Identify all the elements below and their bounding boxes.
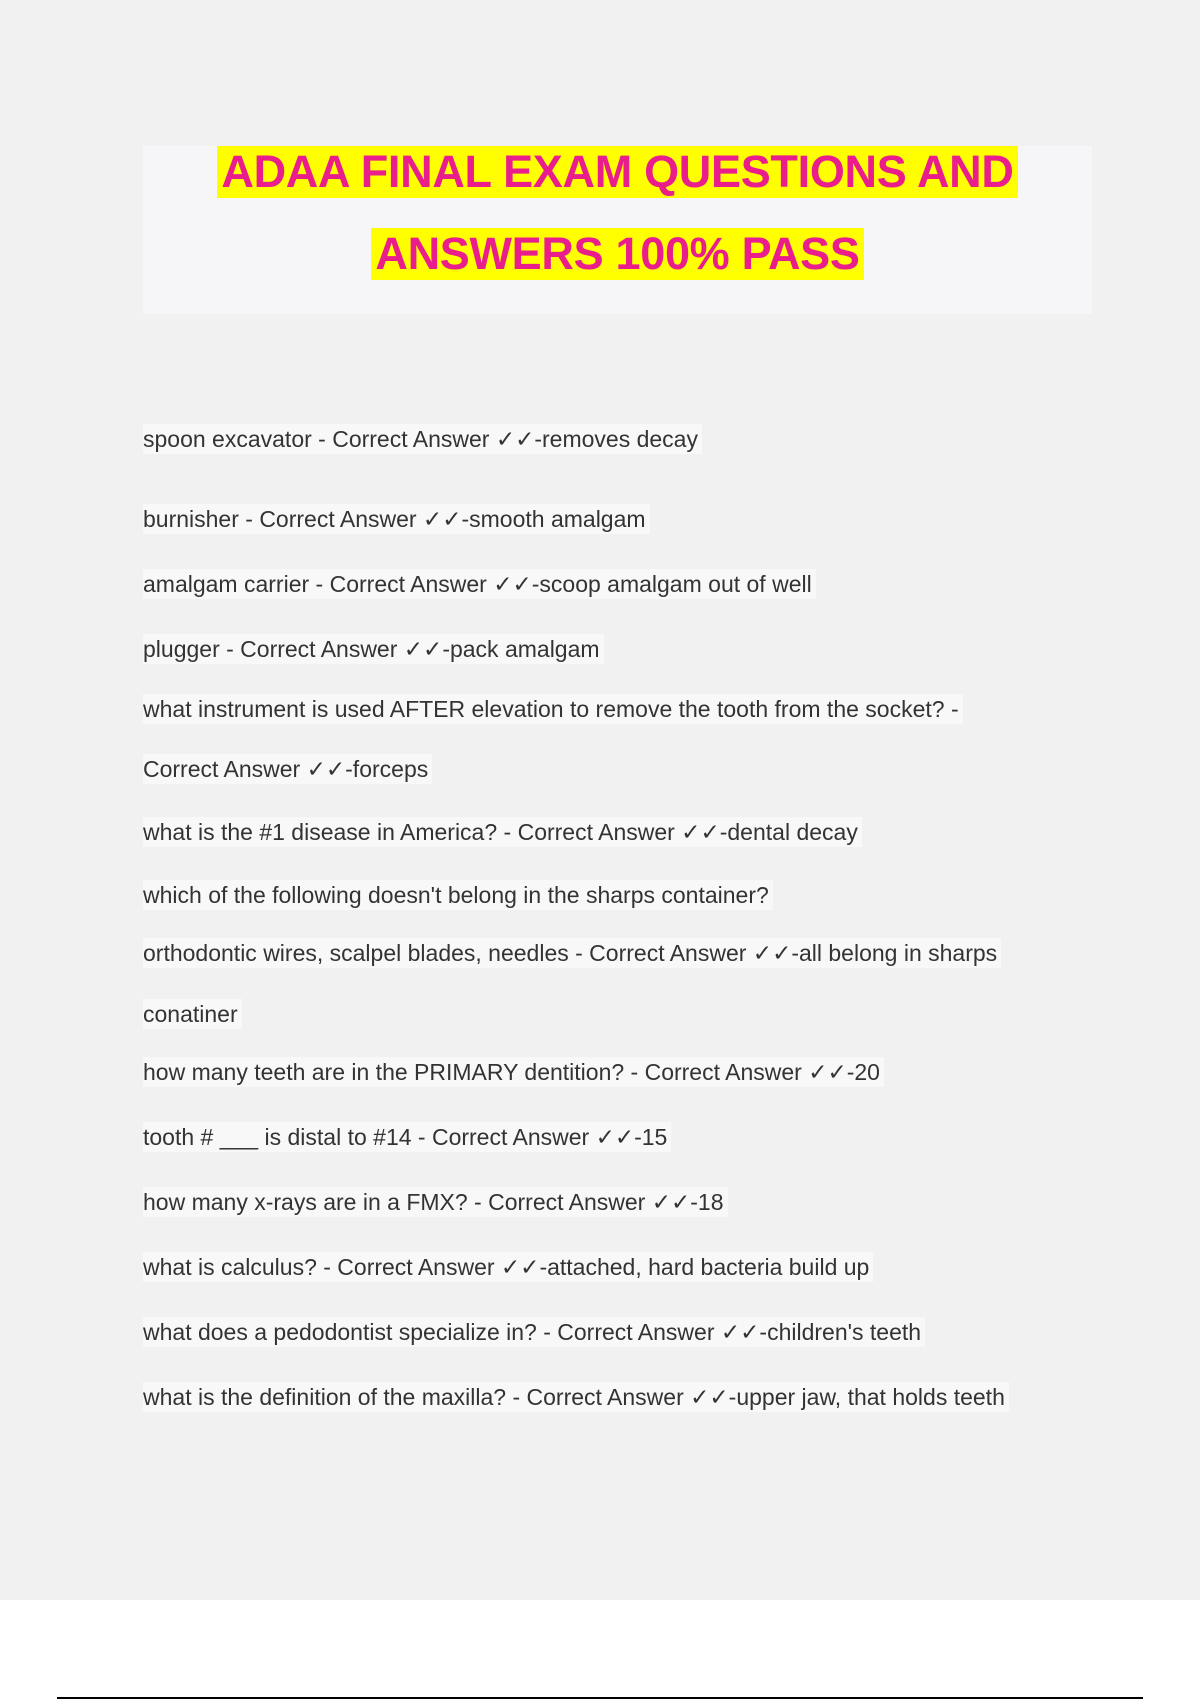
- qa-line: plugger - Correct Answer ✓✓-pack amalgam: [143, 634, 604, 664]
- qa-line: spoon excavator - Correct Answer ✓✓-removes decay: [143, 424, 702, 454]
- qa-line: which of the following doesn't belong in the sharps container?: [143, 880, 773, 910]
- qa-line: how many teeth are in the PRIMARY dentition? - Correct Answer ✓✓-20: [143, 1057, 884, 1087]
- qa-line: tooth # ___ is distal to #14 - Correct Answer ✓✓-15: [143, 1122, 671, 1152]
- document-title-line-1: ADAA FINAL EXAM QUESTIONS AND: [217, 146, 1017, 198]
- title-block: [143, 146, 1092, 314]
- qa-line: what is calculus? - Correct Answer ✓✓-attached, hard bacteria build up: [143, 1252, 873, 1282]
- qa-line: what instrument is used AFTER elevation to remove the tooth from the socket? -: [143, 694, 963, 724]
- footer-divider: [57, 1697, 1143, 1699]
- document-title-line-2: ANSWERS 100% PASS: [371, 228, 863, 280]
- qa-line: burnisher - Correct Answer ✓✓-smooth amalgam: [143, 504, 650, 534]
- qa-line: orthodontic wires, scalpel blades, needles - Correct Answer ✓✓-all belong in sharps: [143, 938, 1001, 968]
- qa-line: what does a pedodontist specialize in? - Correct Answer ✓✓-children's teeth: [143, 1317, 925, 1347]
- qa-line: how many x-rays are in a FMX? - Correct Answer ✓✓-18: [143, 1187, 728, 1217]
- qa-line: what is the definition of the maxilla? - Correct Answer ✓✓-upper jaw, that holds teeth: [143, 1382, 1009, 1412]
- qa-line: Correct Answer ✓✓-forceps: [143, 754, 432, 784]
- qa-line: what is the #1 disease in America? - Correct Answer ✓✓-dental decay: [143, 817, 862, 847]
- qa-line: conatiner: [143, 999, 242, 1029]
- qa-line: amalgam carrier - Correct Answer ✓✓-scoop amalgam out of well: [143, 569, 816, 599]
